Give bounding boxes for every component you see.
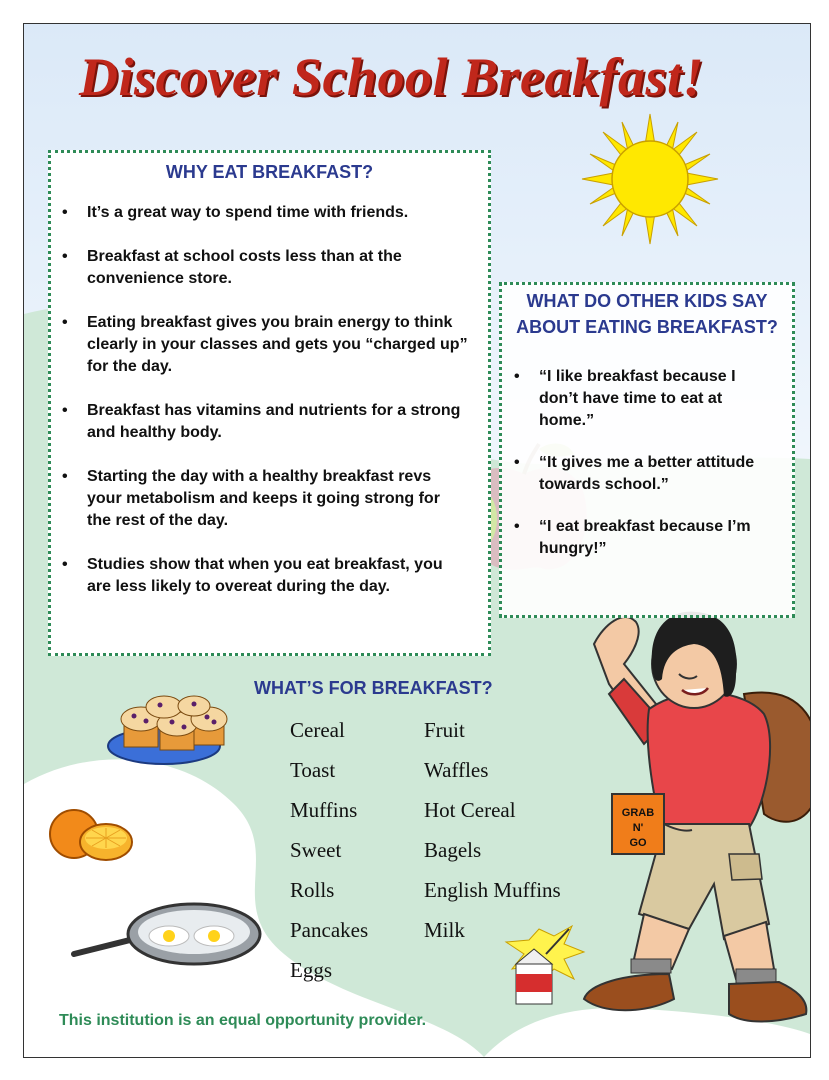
menu-item: Waffles xyxy=(424,758,489,782)
kid-quote: • “It gives me a better attitude towards school.” xyxy=(539,452,776,496)
menu-item: English Muffins xyxy=(424,878,561,902)
menu-heading: WHAT’S FOR BREAKFAST? xyxy=(254,678,493,698)
menu-column-right xyxy=(424,710,561,950)
menu-item: Hot Cereal xyxy=(424,798,516,822)
kid-quote: • “I eat breakfast because I’m hungry!” xyxy=(539,516,776,560)
kids-quotes-list xyxy=(502,340,792,560)
menu-item: Sweet xyxy=(290,838,342,862)
poster xyxy=(23,23,811,1058)
menu-column-left xyxy=(290,710,368,990)
menu-item: Toast xyxy=(290,758,336,782)
why-item: • It’s a great way to spend time with friends. xyxy=(87,202,468,224)
menu-item: Bagels xyxy=(424,838,482,862)
sun-icon xyxy=(582,114,718,244)
why-list xyxy=(51,185,488,598)
why-eat-breakfast-box xyxy=(48,150,491,656)
bag-label-1: GRAB xyxy=(621,807,655,819)
why-item: • Studies show that when you eat breakfast, you are less likely to overeat during the day. xyxy=(87,554,468,598)
menu-item: Pancakes xyxy=(290,918,369,942)
bag-label-2: N' xyxy=(632,822,644,834)
menu-item: Muffins xyxy=(290,798,358,822)
menu-item: Cereal xyxy=(290,718,345,742)
why-heading: WHY EAT BREAKFAST? xyxy=(165,162,374,182)
footer-statement: This institution is an equal opportunity provider. xyxy=(59,1012,427,1029)
bag-label-3: GO xyxy=(629,837,647,849)
menu-item: Milk xyxy=(424,918,465,942)
page-title: Discover School Breakfast! xyxy=(79,47,704,107)
why-item: • Eating breakfast gives you brain energy to think clearly in your classes and gets you “charged up” for the day. xyxy=(87,312,468,378)
kid-quote: • “I like breakfast because I don’t have time to eat at home.” xyxy=(539,366,776,432)
why-item: • Breakfast has vitamins and nutrients for a strong and healthy body. xyxy=(87,400,468,444)
why-item: • Starting the day with a healthy breakfast revs your metabolism and keeps it going strong for the rest of the day. xyxy=(87,466,468,532)
menu-item: Rolls xyxy=(290,878,335,902)
kids-quotes-box xyxy=(499,282,795,618)
kids-heading: WHAT DO OTHER KIDS SAY ABOUT EATING BREAKFAST? xyxy=(516,291,778,337)
menu-item: Eggs xyxy=(290,958,332,982)
why-item: • Breakfast at school costs less than at the convenience store. xyxy=(87,246,468,290)
menu-item: Fruit xyxy=(424,718,465,742)
